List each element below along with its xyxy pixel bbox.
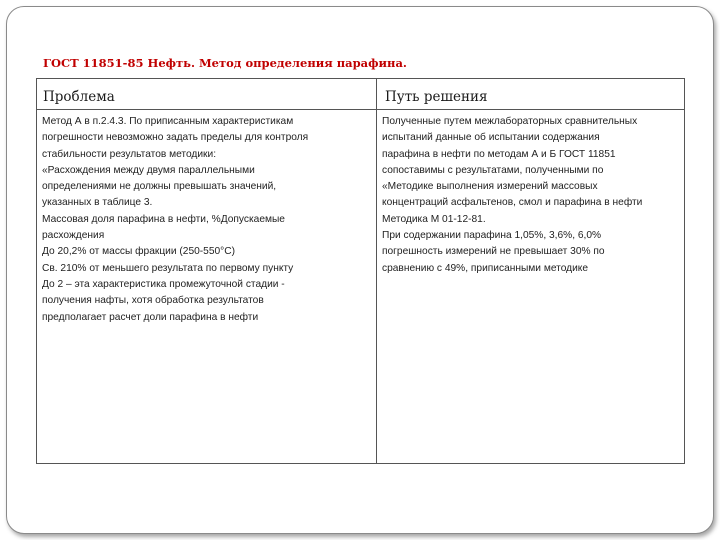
solution-line: «Методике выполнения измерений массовых bbox=[382, 181, 598, 193]
problem-line: стабильности результатов методики: bbox=[42, 148, 217, 160]
problem-cell bbox=[37, 110, 377, 464]
column-header-solution: Путь решения bbox=[377, 79, 685, 110]
column-header-problem: Проблема bbox=[37, 79, 377, 110]
table-row bbox=[37, 110, 685, 464]
problem-line: расхождения bbox=[42, 230, 105, 242]
comparison-table bbox=[36, 78, 685, 464]
table-header-row bbox=[37, 79, 685, 110]
problem-line: До 2 – эта характеристика промежуточной стадии - bbox=[42, 278, 285, 290]
problem-line: Метод А в п.2.4.3. По приписанным характеристикам bbox=[42, 116, 294, 127]
solution-line: сопоставимы с результатами, полученными по bbox=[382, 164, 604, 176]
problem-line: определениями не должны превышать значений, bbox=[42, 181, 277, 193]
solution-line: концентраций асфальтенов, смол и парафина в нефти bbox=[382, 197, 643, 209]
solution-line: испытаний данные об испытании содержания bbox=[382, 132, 600, 144]
problem-line: «Расхождения между двумя параллельными bbox=[42, 164, 255, 176]
solution-cell bbox=[377, 110, 685, 464]
solution-line: При содержании парафина 1,05%, 3,6%, 6,0% bbox=[382, 230, 602, 242]
solution-line: Методика М 01-12-81. bbox=[382, 213, 486, 225]
solution-line: сравнению с 49%, приписанными методике bbox=[382, 262, 589, 274]
problem-line: Массовая доля парафина в нефти, %Допускаемые bbox=[42, 213, 285, 225]
problem-line: предполагает расчет доли парафина в нефти bbox=[42, 311, 259, 323]
problem-line: Св. 210% от меньшего результата по первому пункту bbox=[42, 262, 294, 274]
problem-line: получения нафты, хотя обработка результатов bbox=[42, 295, 264, 307]
problem-line: погрешности невозможно задать пределы для контроля bbox=[42, 132, 309, 144]
document-title: ГОСТ 11851-85 Нефть. Метод определения парафина. bbox=[43, 56, 407, 70]
solution-line: парафина в нефти по методам А и Б ГОСТ 11851 bbox=[382, 148, 616, 160]
solution-line: Полученные путем межлабораторных сравнительных bbox=[382, 116, 638, 127]
solution-line: погрешность измерений не превышает 30% по bbox=[382, 246, 605, 258]
problem-line: указанных в таблице 3. bbox=[42, 197, 153, 209]
problem-line: До 20,2% от массы фракции (250-550°С) bbox=[42, 246, 235, 258]
